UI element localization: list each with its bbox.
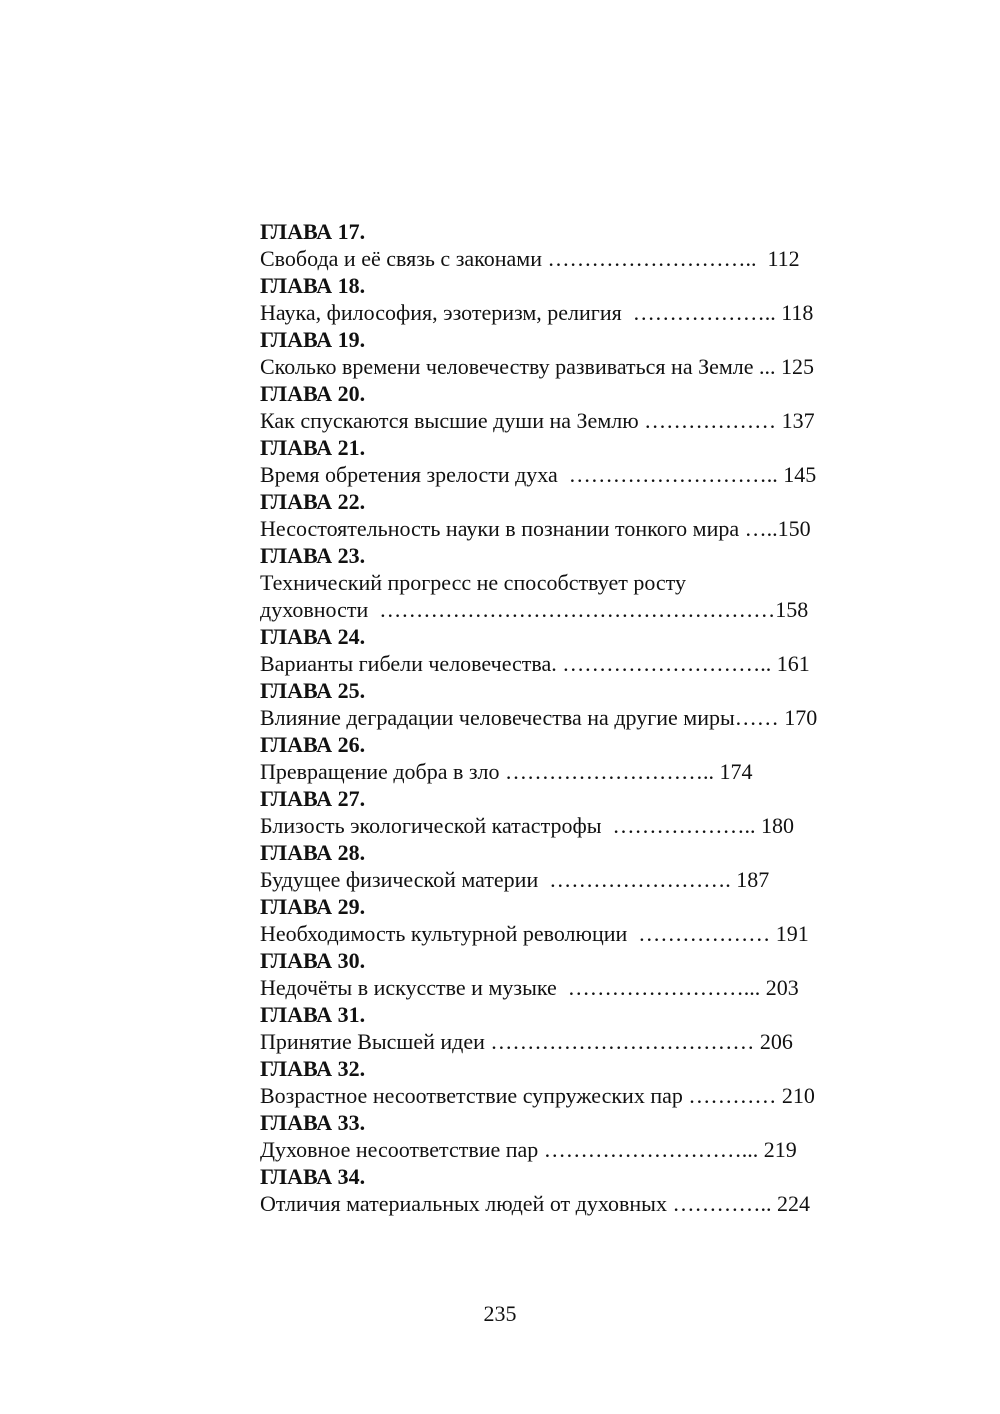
- chapter-title: Влияние деградации человечества на другие миры…… 170: [260, 705, 818, 730]
- chapter-heading: ГЛАВА 26.: [260, 732, 366, 757]
- chapter-heading: ГЛАВА 21.: [260, 435, 366, 460]
- toc-entry: [260, 1109, 880, 1163]
- toc-entry: [260, 785, 880, 839]
- chapter-title: Несостоятельность науки в познании тонкого мира …..150: [260, 516, 811, 541]
- chapter-heading: ГЛАВА 24.: [260, 624, 366, 649]
- chapter-title: Свобода и её связь с законами ……………………….. 112: [260, 246, 800, 271]
- chapter-title: Время обретения зрелости духа ……………………….. 145: [260, 462, 817, 487]
- page-number: 235: [483, 1301, 517, 1326]
- chapter-heading: ГЛАВА 31.: [260, 1002, 366, 1027]
- chapter-title: Наука, философия, эзотеризм, религия ……………….. 118: [260, 300, 814, 325]
- toc-entry: [260, 218, 880, 272]
- toc-entry: [260, 272, 880, 326]
- chapter-heading: ГЛАВА 25.: [260, 678, 366, 703]
- toc-entry: [260, 326, 880, 380]
- toc-entry: [260, 1163, 880, 1217]
- chapter-title: Превращение добра в зло ……………………….. 174: [260, 759, 753, 784]
- chapter-heading: ГЛАВА 32.: [260, 1056, 366, 1081]
- chapter-heading: ГЛАВА 30.: [260, 948, 366, 973]
- chapter-title: Как спускаются высшие души на Землю ……………… 137: [260, 408, 815, 433]
- chapter-title: Принятие Высшей идеи ……………………………… 206: [260, 1029, 793, 1054]
- chapter-title: Варианты гибели человечества. ……………………….. 161: [260, 651, 810, 676]
- chapter-title: Технический прогресс не способствует росту духовности ………………………………………………158: [260, 570, 809, 622]
- chapter-title: Возрастное несоответствие супружеских пар ………… 210: [260, 1083, 815, 1108]
- chapter-title: Недочёты в искусстве и музыке ……………………... 203: [260, 975, 799, 1000]
- toc-entry: [260, 731, 880, 785]
- toc-entry: [260, 1001, 880, 1055]
- toc-entry: [260, 434, 880, 488]
- toc-entry: [260, 623, 880, 677]
- chapter-title: Близость экологической катастрофы ……………….. 180: [260, 813, 794, 838]
- toc-entry: [260, 488, 880, 542]
- toc-entry: [260, 380, 880, 434]
- chapter-heading: ГЛАВА 29.: [260, 894, 366, 919]
- chapter-heading: ГЛАВА 33.: [260, 1110, 366, 1135]
- chapter-heading: ГЛАВА 19.: [260, 327, 366, 352]
- chapter-title: Отличия материальных людей от духовных ………….. 224: [260, 1191, 810, 1216]
- toc-entry: [260, 1055, 880, 1109]
- chapter-title: Духовное несоответствие пар ………………………... 219: [260, 1137, 797, 1162]
- chapter-heading: ГЛАВА 22.: [260, 489, 366, 514]
- chapter-title: Необходимость культурной революции ……………… 191: [260, 921, 809, 946]
- chapter-heading: ГЛАВА 18.: [260, 273, 366, 298]
- toc-entry: [260, 839, 880, 893]
- chapter-heading: ГЛАВА 34.: [260, 1164, 366, 1189]
- toc-entry: [260, 677, 880, 731]
- toc-entry: [260, 542, 880, 623]
- chapter-heading: ГЛАВА 27.: [260, 786, 366, 811]
- chapter-heading: ГЛАВА 23.: [260, 543, 366, 568]
- chapter-title: Будущее физической материи ……………………. 187: [260, 867, 770, 892]
- chapter-title: Сколько времени человечеству развиваться на Земле ... 125: [260, 354, 815, 379]
- toc-entry: [260, 893, 880, 947]
- chapter-heading: ГЛАВА 28.: [260, 840, 366, 865]
- toc-entry: [260, 947, 880, 1001]
- table-of-contents: [260, 218, 880, 1217]
- chapter-heading: ГЛАВА 20.: [260, 381, 366, 406]
- chapter-heading: ГЛАВА 17.: [260, 219, 366, 244]
